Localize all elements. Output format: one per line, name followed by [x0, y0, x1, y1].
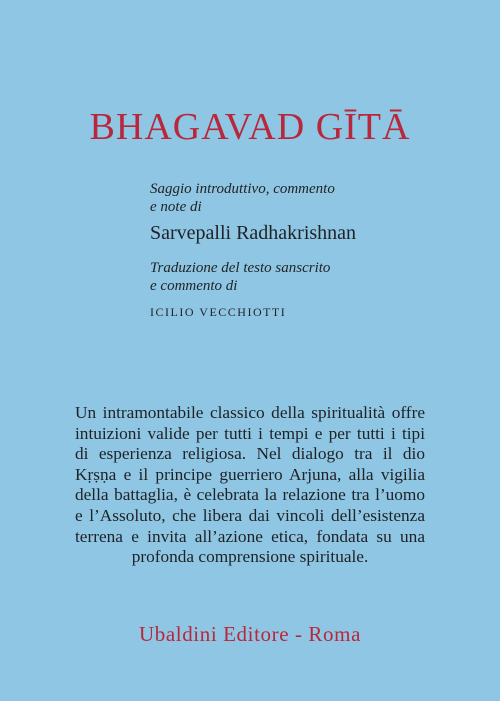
translation-credit-line-2: e commento di — [150, 278, 238, 294]
translation-credit-line-1: Traduzione del testo sanscrito — [150, 260, 331, 276]
blurb-line: Kṛṣṇa e il principe guerriero Arjuna, alla vigilia — [75, 464, 425, 484]
translator-credit — [150, 259, 470, 321]
author-name: Sarvepalli Radhakrishnan — [150, 222, 357, 244]
blurb-line: Un intramontabile classico della spiritualità offre — [75, 403, 425, 422]
translator-name: ICILIO VECCHIOTTI — [150, 305, 287, 319]
blurb-line: della battaglia, è celebrata la relazione tra l’uomo — [75, 485, 425, 505]
blurb-line: e l’Assoluto, che libera dai vincoli dell’esistenza — [75, 505, 425, 525]
cover-blurb — [75, 403, 425, 568]
blurb-line: profonda comprensione spirituale. — [131, 547, 369, 567]
book-title: BHAGAVAD GĪTĀ — [89, 106, 411, 148]
blurb-line: terrena e invita all’azione etica, fondata su una — [75, 526, 425, 546]
blurb-line: intuizioni valide per tutti i tempi e per tutti i tipi — [75, 423, 425, 443]
commentary-credit-line-2: e note di — [150, 199, 202, 215]
blurb-line: di esperienza religiosa. Nel dialogo tra il dio — [75, 444, 425, 464]
author-credit — [150, 180, 470, 246]
publisher-imprint: Ubaldini Editore - Roma — [138, 622, 361, 646]
commentary-credit-line-1: Saggio introduttivo, commento — [150, 181, 335, 197]
